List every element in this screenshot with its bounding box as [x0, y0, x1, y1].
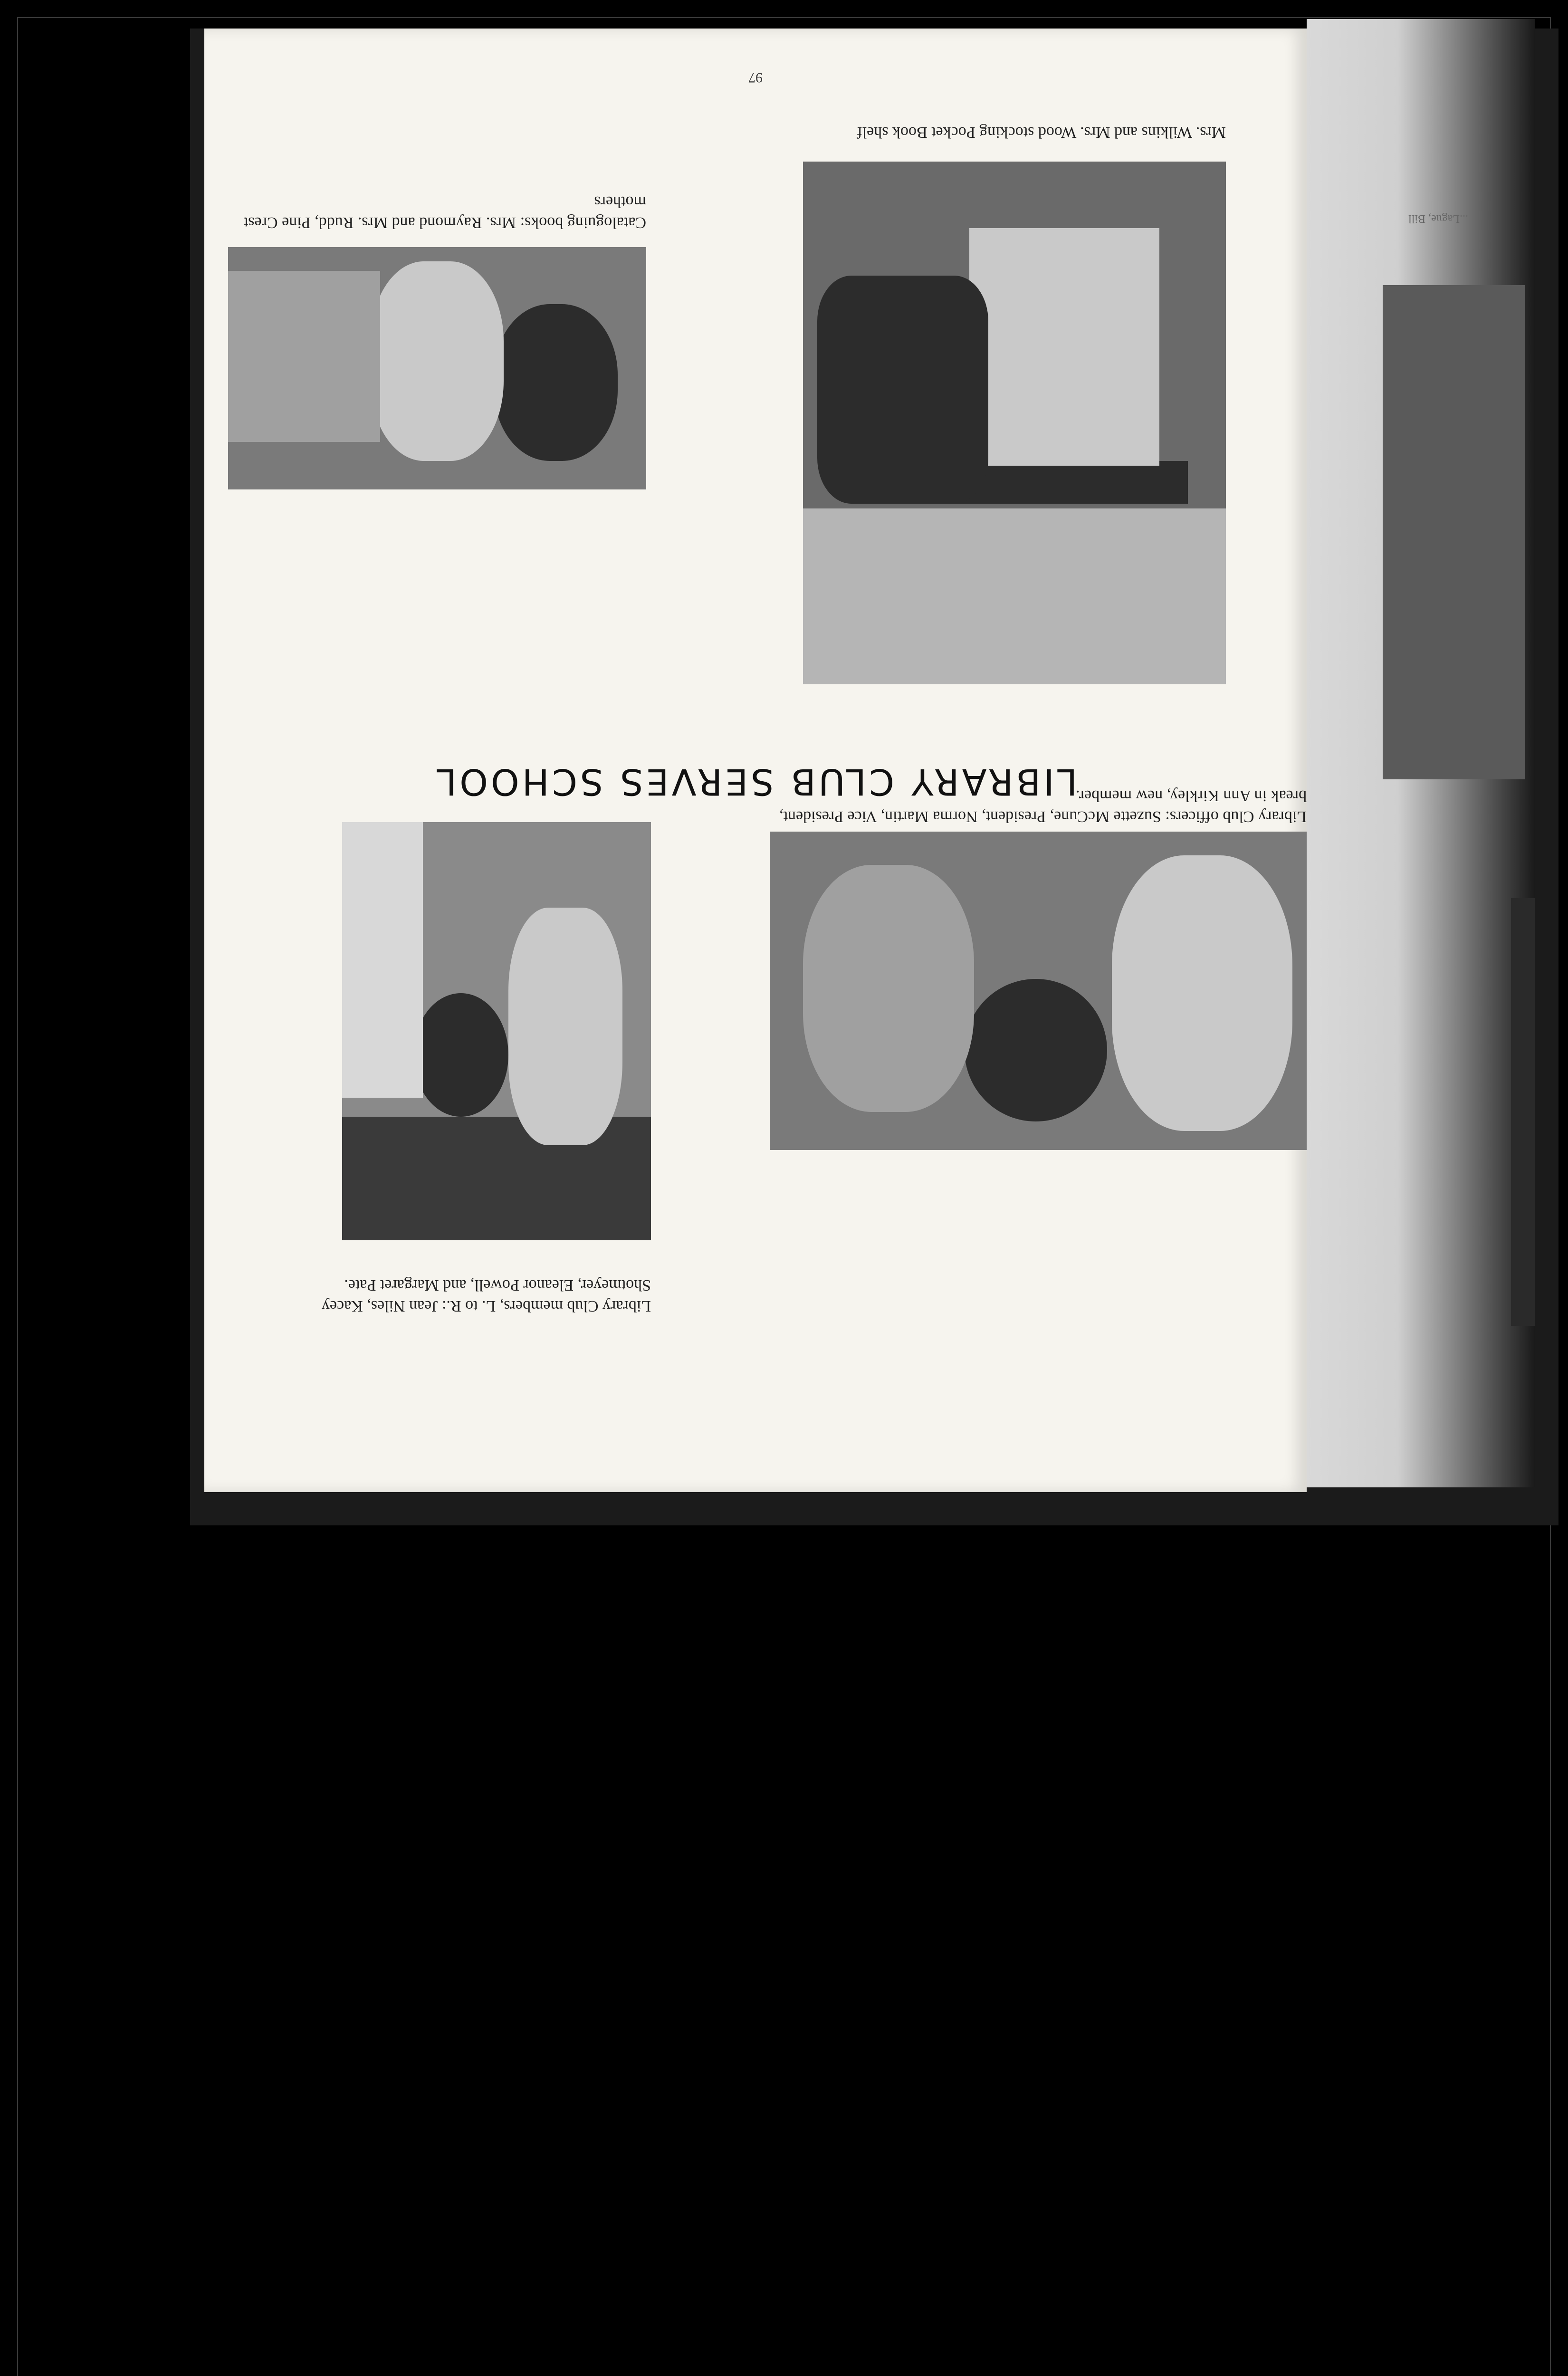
photo-library-club-officers: [770, 832, 1307, 1150]
caption-pocket-book-shelf: Mrs. Wilkins and Mrs. Wood stocking Pocket Book shelf: [857, 124, 1226, 141]
caption-cataloguing-books: Cataloguing books: Mrs. Raymond and Mrs. Rudd, Pine Crest mothers: [243, 193, 646, 231]
page-title: LIBRARY CLUB SERVES SCHOOL: [433, 761, 1078, 803]
adjacent-page-photo-2: [1511, 898, 1535, 1326]
adjacent-page-photo: [1383, 285, 1525, 779]
caption-library-club-members: Library Club members, L. to R.: Jean Niles, Kacey Shotmeyer, Eleanor Powell, and Margaret Pate.: [321, 1276, 651, 1315]
yearbook-page: [204, 29, 1307, 1492]
caption-library-club-officers: Library Club officers: Suzette McCune, President, Norma Martin, Vice President, break in Ann Kirkley, new member.: [779, 787, 1307, 825]
page-content-rotated: [204, 29, 1307, 1492]
adjacent-page: [1307, 19, 1535, 1487]
photo-pocket-book-shelf: [803, 162, 1226, 684]
adjacent-page-caption: ...Lague, Bill: [1408, 212, 1468, 225]
photo-cataloguing-books: [228, 247, 646, 489]
page-number: 97: [748, 70, 763, 86]
photo-library-club-members: [342, 822, 651, 1240]
